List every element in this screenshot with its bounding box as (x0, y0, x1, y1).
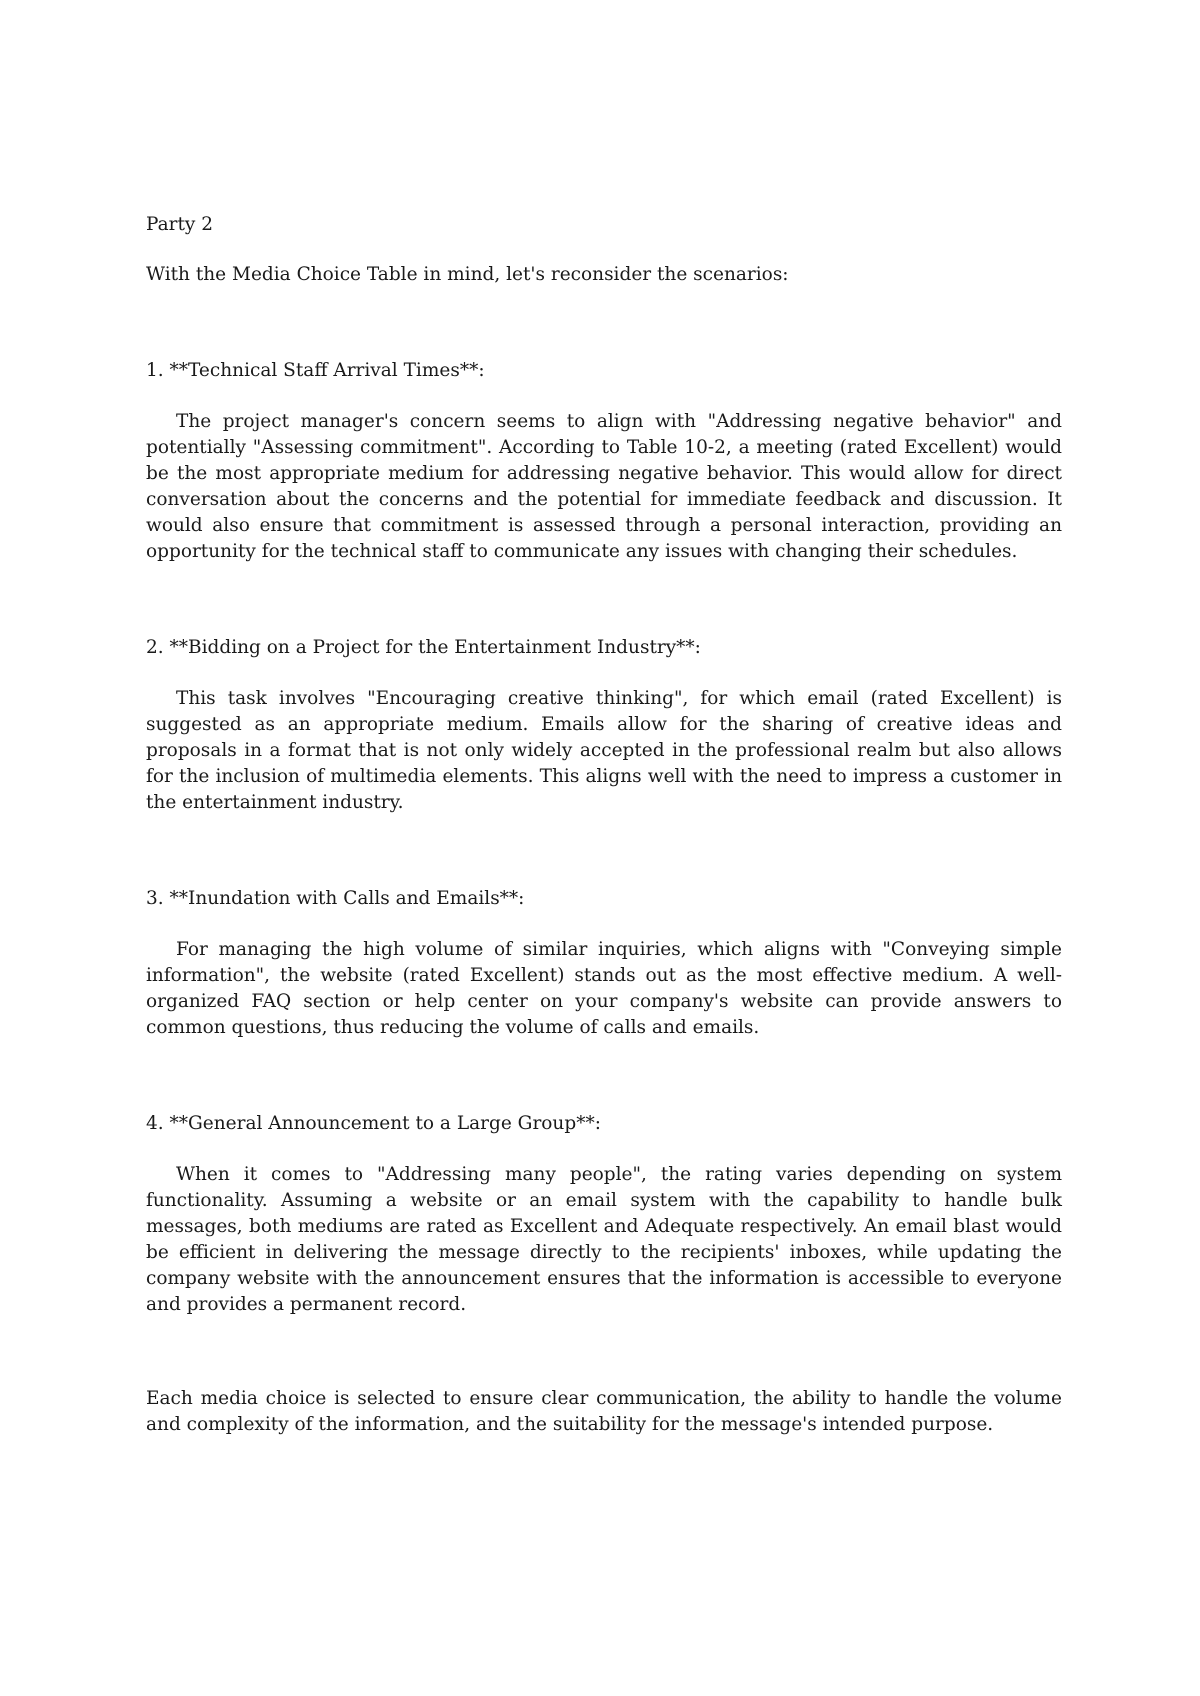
section-title: 4. **General Announcement to a Large Group**: (146, 1113, 601, 1134)
closing-paragraph: Each media choice is selected to ensure clear communication, the ability to handle the volume and complexity of the information, and the suitability for the message's intended purpose. (146, 1388, 1062, 1435)
section-body: When it comes to "Addressing many people", the rating varies depending on system functionality. Assuming a website or an email system with the capability to handle bulk messages, both mediums are rated as Excellent and Adequate respectively. An email blast would be efficient in delivering the message directly to the recipients' inboxes, while updating the company website with the announcement ensures that the information is accessible to everyone and provides a permanent record. (146, 1164, 1062, 1315)
section-body: The project manager's concern seems to align with "Addressing negative behavior" and potentially "Assessing commitment". According to Table 10-2, a meeting (rated Excellent) would be the most appropriate medium for addressing negative behavior. This would allow for direct conversation about the concerns and the potential for immediate feedback and discussion. It would also ensure that commitment is assessed through a personal interaction, providing an opportunity for the technical staff to communicate any issues with changing their schedules. (146, 411, 1062, 562)
section-general-announcement (146, 1111, 1062, 1318)
intro-paragraph: With the Media Choice Table in mind, let's reconsider the scenarios: (146, 264, 789, 285)
document-page (146, 212, 1062, 1438)
document-heading: Party 2 (146, 214, 214, 235)
section-bidding-entertainment (146, 635, 1062, 816)
section-body: For managing the high volume of similar inquiries, which aligns with "Conveying simple information", the website (rated Excellent) stands out as the most effective medium. A well-organized FAQ section or help center on your company's website can provide answers to common questions, thus reducing the volume of calls and emails. (146, 939, 1062, 1038)
section-body: This task involves "Encouraging creative thinking", for which email (rated Excellent) is suggested as an appropriate medium. Emails allow for the sharing of creative ideas and proposals in a format that is not only widely accepted in the professional realm but also allows for the inclusion of multimedia elements. This aligns well with the need to impress a customer in the entertainment industry. (146, 688, 1062, 813)
section-title: 3. **Inundation with Calls and Emails**: (146, 888, 525, 909)
section-title: 1. **Technical Staff Arrival Times**: (146, 360, 485, 381)
section-title: 2. **Bidding on a Project for the Entertainment Industry**: (146, 637, 701, 658)
section-technical-staff (146, 358, 1062, 565)
section-inundation-calls-emails (146, 886, 1062, 1041)
